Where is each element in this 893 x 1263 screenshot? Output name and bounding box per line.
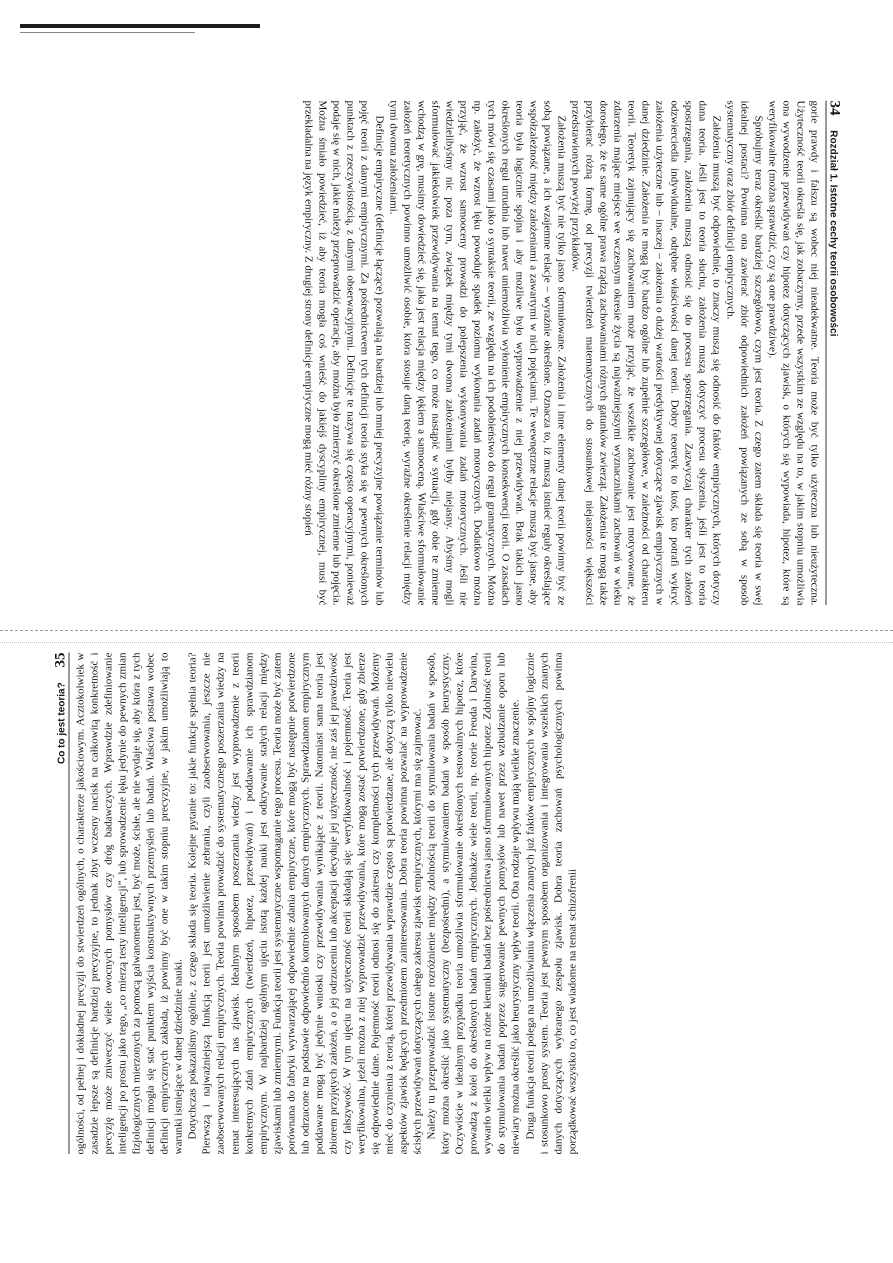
body-text [301, 100, 821, 605]
paragraph: Spróbujmy teraz określić bardziej szczegółowo, czym jest teoria. Z czego zatem składa się teoria w swej idealnej postaci? Powinna ona zawierać zbiór odpowiednich założeń powiązanych ze sobą w sposób systematyczny oraz zbiór definicji empirycznych. [723, 100, 764, 605]
body-text [73, 652, 579, 1154]
chapter-title: Rozdział 1. Istotne cechy teorii osobowości [827, 129, 838, 336]
paragraph: Należy tu przeprowadzić istotne rozróżnienie między zdolnością teorii do stymulowania badań w sposób, który można określić jako systematyczny (bezpośredni), a stymulowaniem badań w sposób heurystyczny. Oczywiście w idealnym przypadku teoria umożliwia sformułowanie określonych testowalnych hipotez, które prowadzą z kolei do określonych badań empirycznych. Jednakże wiele teorii, np. teorie Freuda i Darwina, wywarło wielki wpływ na różne kierunki badań bez pośrednictwa jasno sformułowanych hipotez. Zdolność teorii do stymulowania badań poprzez sugerowanie pewnych pomysłów lub nawet przez wzbudzanie oporu lub niewiary można określić jako heurystyczny wpływ teorii. Oba rodzaje wpływu mają wielkie znaczenie. [425, 652, 522, 1154]
page-gutter [0, 630, 893, 631]
running-head [825, 100, 842, 605]
page-number: 35 [52, 652, 68, 667]
paragraph: ogólności, od pełnej i dokładnej precyzji do stwierdzeń ogólnych, o charakterze jakościowym. Acztokolwiek w zasadzie lepsze są definicje bardziej precyzyjne, to jednak zbyt wczesny nacisk na całkowitą konkretność i precyzję może zniweczyć wiele owocnych pomysłów czy dróg badawczych. Wprawdzie zdefiniowanie inteligencji po prostu jako tego, „co mierzą testy inteligencji”, lub sprowadzenie lęku jedynie do pewnych zmian fizjologicznych mierzonych za pomocą galwanometru jest, być może, ścisłe, ale nie wydaje się, aby która z tych definicji mogła się stać punktem wyjścia konstruktywnych przemyśleń lub badań. Właściwa postawa wobec definicji empirycznych zakłada, iż powinny być one w takim stopniu precyzyjne, w jakim umożliwiają to warunki istniejące w danej dziedzinie nauki. [74, 652, 185, 1154]
right-page [52, 652, 789, 1154]
paragraph: gorie prawdy i fałszu są wobec niej nieadekwatne. Teoria może być tylko użyteczna lub nieużyteczna. Użyteczność teorii określa się, jak zobaczymy, przede wszystkim ze względu na to, w jakim stopniu umożliwia ona wywodzenie przewidywań czy hipotez dotyczących zjawisk, o których się wypowiada, hipotez, które są weryfikowalne (można sprawdzić, czy są one prawdziwe). [765, 100, 820, 605]
left-page [118, 100, 842, 605]
scan-edge-mark [20, 24, 260, 28]
paragraph: Druga funkcja teorii polega na umożliwianiu włączenia znanych już faktów empirycznych w spójny logicznie i stosunkowo prosty system. Teoria jest pewnym sposobem organizowania i integrowania wszelkich znanych danych dotyczących wybranego zespołu zjawisk. Dobra teoria zachowań psychologicznych powinna porządkować wszystko to, co jest wiadome na temat schizofrenii [523, 652, 578, 1154]
paragraph: Założenia muszą być nie tylko jasno sformułowane. Założenia i inne elementy danej teorii powinny być ze sobą powiązane, a ich wzajemne relacje – wyraźnie określone. Oznacza to, iż muszą istnieć reguły określające współzależność między założeniami a zawartymi w nich pojęciami. Te wewnętrzne relacje muszą być jasne, aby teoria była logicznie spójna i aby możliwe było wyprowadzenie z niej przewidywań. Brak takich jasno określonych reguł utrudnia lub nawet uniemożliwia wyłonienie empirycznych konsekwencji teorii. O zasadach tych mówi się czasami jako o syntaksie teorii, ze względu na ich podobieństwo do reguł gramatycznych. Można np. założyć, że wzrost lęku powoduje spadek poziomu wykonania zadań motorycznych. Dodatkowo można przyjąć, że wzrost samooceny prowadzi do polepszenia wykonywania zadań motorycznych. Jeśli nie wiedzielibyśmy nic poza tym, związek między tymi dwoma założeniami byłby niejasny. Abyśmy mogli sformułować jakiekolwiek przewidywania na temat tego, co może nastąpić w sytuacji, gdy obie te zmienne wchodzą w grę, musimy dowiedzieć się, jaka jest relacja między lękiem a samooceną. Właściwe sformułowanie założeń teoretycznych powinno umożliwić osobie, która stosuje daną teorię, wyraźne określenie relacji między tymi dwoma założeniami. [386, 100, 568, 605]
right-page-content [52, 652, 789, 1154]
scan-edge-line [20, 32, 195, 33]
section-title: Co to jest teoria? [56, 681, 67, 764]
running-head [52, 652, 69, 1154]
page-number: 34 [826, 100, 842, 115]
paragraph: Założenia muszą być odpowiednie, to znaczy muszą się odnosić do faktów empirycznych, których dotyczy dana teoria. Jeśli jest to teoria słuchu, założenia muszą dotyczyć procesu słyszenia, jeśli jest to teoria spostrzegania, założenia muszą odnosić się do procesu spostrzegania. Zazwyczaj charakter tych założeń odzwierciedla indywidualne, odrębne właściwości danej teorii. Dobry teoretyk to ktoś, kto potrafi wykryć założenia użyteczne lub – inaczej – założenia o dużej wartości predyktywnej dotyczące zjawisk empirycznych w danej dziedzinie. Założenia te mogą być bardzo ogólne lub zupełnie szczegółowe, w zależności od charakteru teorii. Teoretyk zajmujący się zachowaniem może przyjąć, że wszelkie zachowanie jest motywowane, że zdarzenia mające miejsce we wczesnym okresie życia są najważniejszymi wyznacznikami zachowań w wieku dorosłego, że te same ogólne prawa rządzą zachowaniami różnych gatunków zwierząt. Założenia te mogą także przybierać różną formę, od precyzji twierdzeń matematycznych do stosunkowej niejasności większości przedstawionych powyżej przykładów. [569, 100, 722, 605]
left-page-content [118, 100, 842, 605]
paragraph: Dotychczas pokazaliśmy ogólnie, z czego składa się teoria. Kolejne pytanie to: jakie funkcje spełnia teoria? Pierwszą i najważniejszą funkcją teorii jest umożliwienie zebrania, czyli zaobserwowania, jeszcze nie zaobserwowanych relacji empirycznych. Teoria powinna prowadzić do systematycznego poszerzania wiedzy na temat interesujących nas zjawisk. Idealnym sposobem poszerzania wiedzy jest wyprowadzenie z teorii konkretnych zdań empirycznych (twierdzeń, hipotez, przewidywań) i poddawanie ich sprawdzianom empirycznym. W najbardziej ogólnym ujęciu istotą każdej nauki jest odkrywanie stałych relacji między zjawiskami lub zmiennymi. Funkcja teorii jest systematyczne wspomaganie tego procesu. Teoria może być zatem porównana do fabryki wytwarzającej odpowiednie zdania empiryczne, które mogą być następnie potwierdzone lub odrzucone na podstawie odpowiednio kontrolowanych danych empirycznych. Sprawdzianom empirycznym poddawane mogą być jedynie wnioski czy przewidywania wynikające z teorii. Natomiast sama teoria jest zbiorem przyjętych założeń, a o jej odrzuceniu lub akceptacji decyduje jej użyteczność, nie zaś jej prawdziwość czy fałszywość. W tym ujęciu na użyteczność teorii składają się: weryfikowalność i pojemność. Teoria jest weryfikowalna, jeżeli można z niej wyprowadzić przewidywania, które mogą zostać potwierdzone, gdy zbierze się odpowiednie dane. Pojemność teorii odnosi się do zakresu czy kompletności tych przewidywań. Możemy mieć do czynienia z teorią, której przewidywania wprawdzie często są potwierdzane, ale dotyczą tylko niewielu aspektów zjawisk będących przedmiotem zainteresowania. Dobra teoria powinna pozwalać na wyprowadzenie ścisłych przewidywań dotyczących całego zakresu zjawisk empirycznych, którymi ma się zajmować. [186, 652, 424, 1154]
page-gutter-shadow [0, 642, 893, 643]
paragraph: Definicje empiryczne (definicje łączące) pozwalają na bardziej lub mniej precyzyjne powiązanie terminów lub pojęć teorii z danymi empirycznymi. Za pośrednictwem tych definicji teoria styka się w pewnych określonych punktach z rzeczywistością, z danymi obserwacyjnymi. Definicje te nazywa się często operacyjnymi, ponieważ podaje się w nich, jakie należy przeprowadzić operacje, aby można było zmierzyć określone zmienne lub pojęcia. Można śmiało powiedzieć, iż aby teoria mogła coś wnieść do jakiejś dyscypliny empirycznej, musi być przekładalna na język empiryczny. Z drugiej strony definicje empiryczne mogą mieć różny stopień [302, 100, 385, 605]
